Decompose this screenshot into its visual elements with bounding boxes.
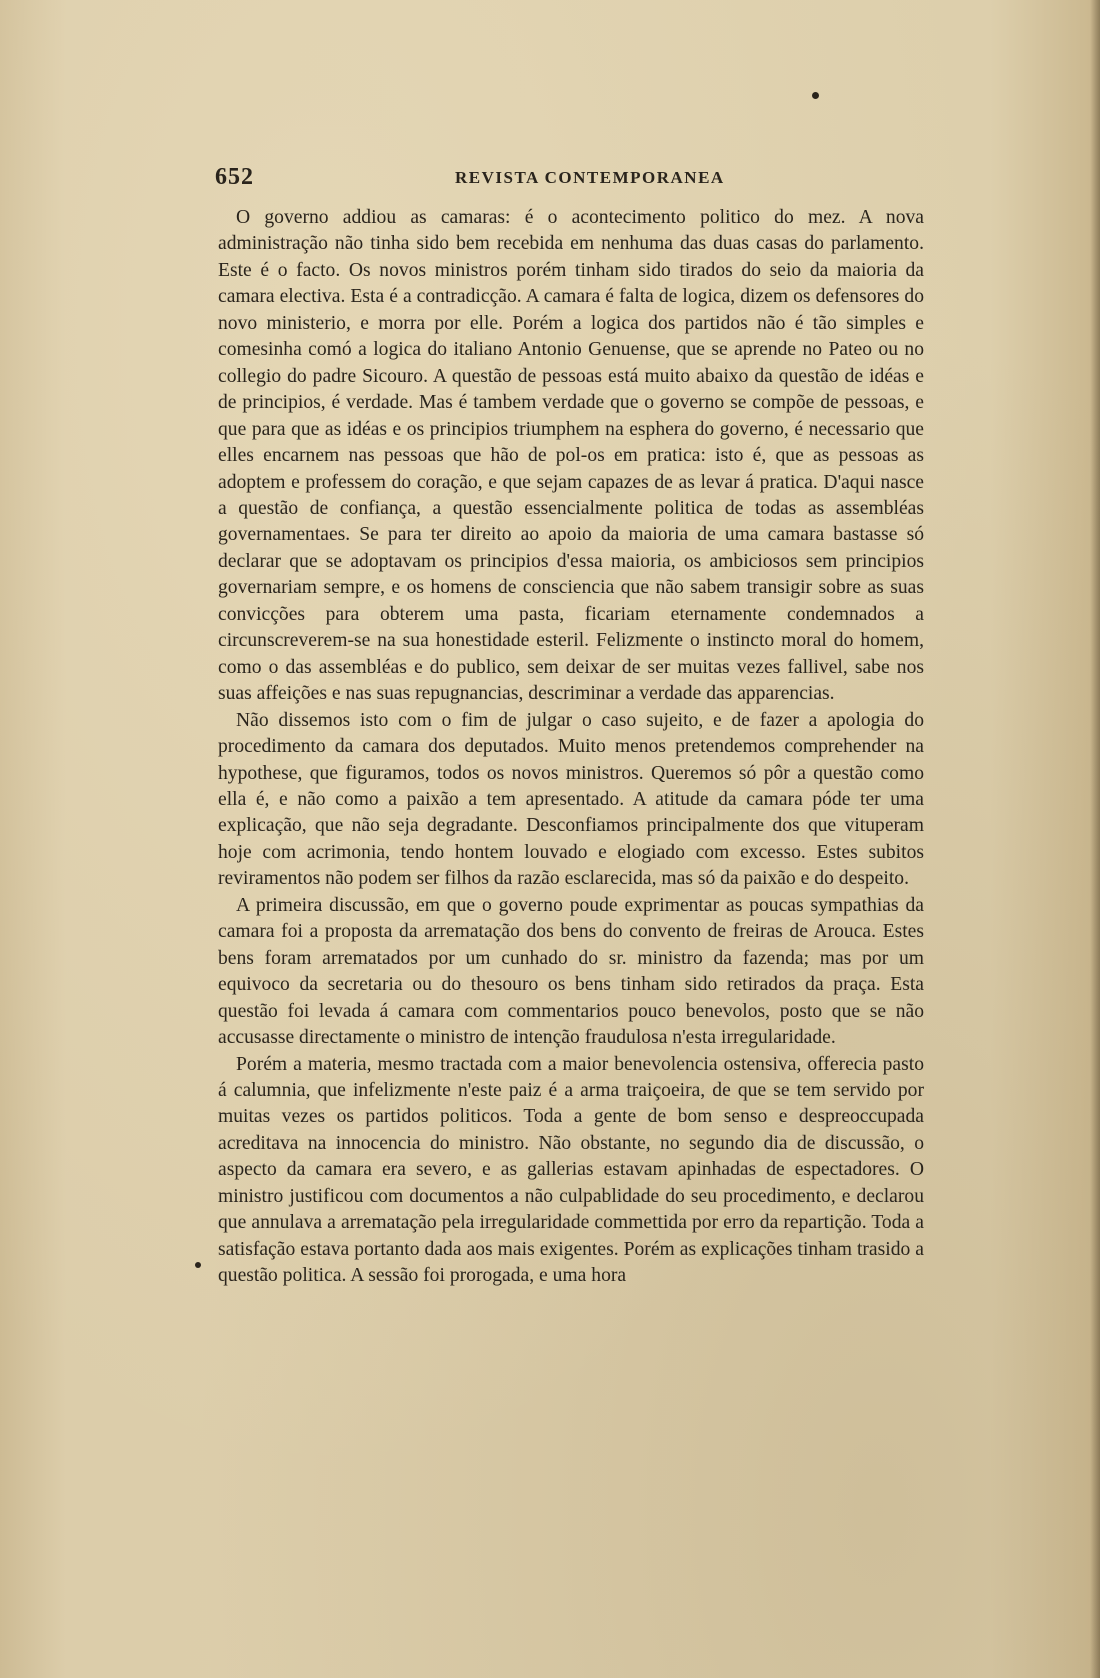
page-header (215, 164, 915, 194)
running-title: REVISTA CONTEMPORANEA (455, 168, 725, 187)
paragraph: Não dissemos isto com o fim de julgar o caso sujeito, e de fazer a apologia do procedimento da camara dos deputados. Muito menos pretendemos comprehender na hypothese, que figuramos, todos os novos ministros. Queremos só pôr a questão como ella é, e não como a paixão a tem apresentado. A atitude da camara póde ter uma explicação, que não seja degradante. Desconfiamos principalmente dos que vituperam hoje com acrimonia, tendo hontem louvado e elogiado com excesso. Estes subitos reviramentos não podem ser filhos da razão esclarecida, mas só da paixão e do despeito. (218, 709, 924, 890)
page-number: 652 (215, 164, 254, 190)
paragraph: A primeira discussão, em que o governo poude exprimentar as poucas sympathias da camara foi a proposta da arrematação dos bens do convento de freiras de Arouca. Estes bens foram arrematados por um cunhado do sr. ministro da fazenda; mas por um equivoco da secretaria ou do thesouro os bens tinham sido retirados da praça. Esta questão foi levada á camara com commentarios pouco benevolos, posto que se não accusasse directamente o ministro de intenção fraudulosa n'esta irregularidade. (218, 894, 924, 1049)
ink-speck (195, 1262, 201, 1268)
paragraph: O governo addiou as camaras: é o acontecimento politico do mez. A nova administração não tinha sido bem recebida em nenhuma das duas casas do parlamento. Este é o facto. Os novos ministros porém tinham sido tirados do seio da maioria da camara electiva. Esta é a contradicção. A camara é falta de logica, dizem os defensores do novo ministerio, e morra por elle. Porém a logica dos partidos não é tão simples e comesinha comó a logica do italiano Antonio Genuense, que se aprende no Pateo ou no collegio do padre Sicouro. A questão de pessoas está muito abaixo da questão de idéas e de principios, é verdade. Mas é tambem verdade que o governo se compõe de pessoas, e que para que as idéas e os principios triumphem na esphera do governo, é necessario que elles encarnem nas pessoas que hão de pol-os em pratica: isto é, que as pessoas as adoptem e professem do coração, e que sejam capazes de as levar á pratica. D'aqui nasce a questão de confiança, a questão essencialmente politica de todas as assembléas governamentaes. Se para ter direito ao apoio da maioria de uma camara bastasse só declarar que se adoptavam os principios d'essa maioria, os ambiciosos sem principios governariam sempre, e os homens de consciencia que não sabem transigir sobre as suas convicções para obterem uma pasta, ficariam eternamente condemnados a circunscreverem-se na sua honestidade esteril. Felizmente o instincto moral do homem, como o das assembléas e do publico, sem deixar de ser muitas vezes fallivel, sabe nos suas affeições e nas suas repugnancias, descriminar a verdade das apparencias. (218, 207, 924, 705)
article-body (218, 205, 924, 1290)
ink-speck (812, 92, 819, 99)
paragraph: Porém a materia, mesmo tractada com a maior benevolencia ostensiva, offerecia pasto á calumnia, que infelizmente n'este paiz é a arma traiçoeira, de que se tem servido por muitas vezes os partidos politicos. Toda a gente de bom senso e despreoccupada acreditava na innocencia do ministro. Não obstante, no segundo dia de discussão, o aspecto da camara era severo, e as gallerias estavam apinhadas de espectadores. O ministro justificou com documentos a não culpablidade do seu procedimento, e declarou que annulava a arrematação pela irregularidade commettida por erro da repartição. Toda a satisfação estava portanto dada aos mais exigentes. Porém as explicações tinham trasido a questão politica. A sessão foi prorogada, e uma hora (218, 1053, 924, 1287)
page-edge-shadow (1090, 0, 1100, 1678)
